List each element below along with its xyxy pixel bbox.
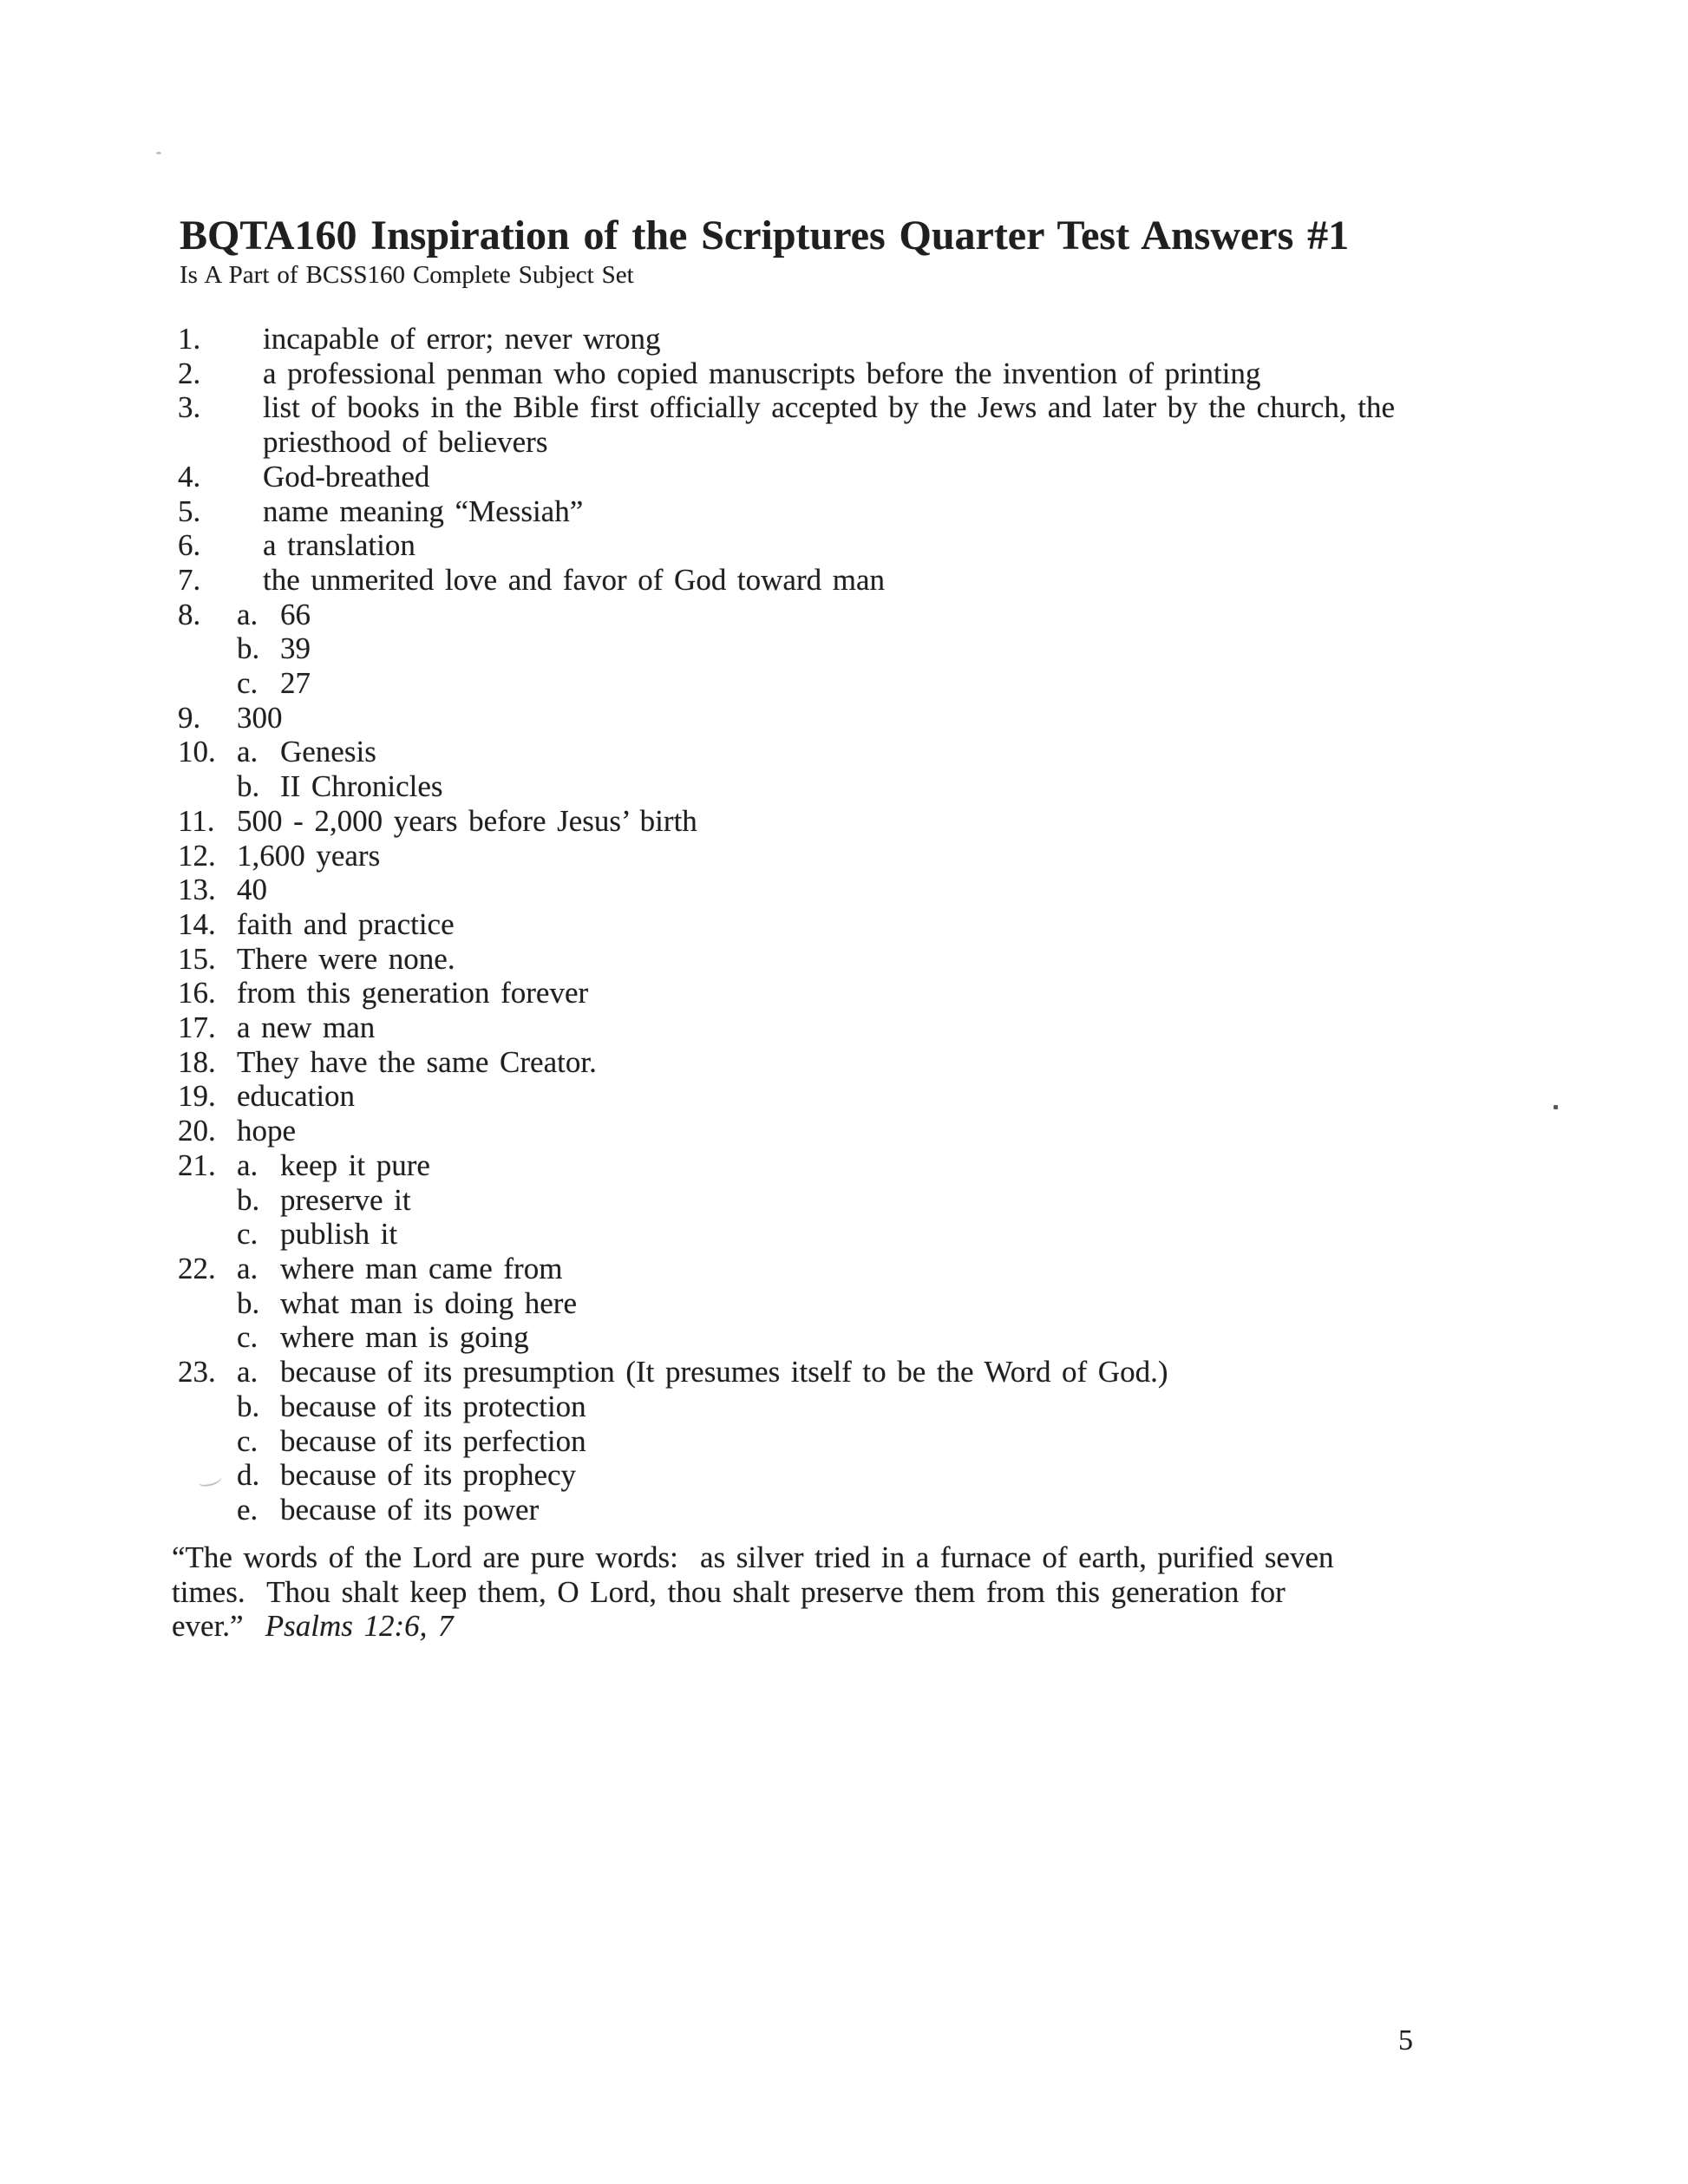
answer-text: because of its presumption (It presumes itself to be the Word of God.) bbox=[280, 1355, 1168, 1390]
answer-text: a translation bbox=[263, 528, 415, 563]
answer-subletter: b. bbox=[237, 1182, 260, 1217]
answer-text: 66 bbox=[280, 597, 311, 631]
answer-text: Genesis bbox=[280, 735, 376, 769]
document-header bbox=[180, 213, 1349, 290]
answer-text: faith and practice bbox=[237, 906, 455, 941]
page-number: 5 bbox=[1398, 2024, 1413, 2056]
answer-number: 6. bbox=[178, 528, 201, 563]
answer-text: preserve it bbox=[280, 1182, 411, 1217]
answer-number: 2. bbox=[178, 356, 201, 390]
answer-row bbox=[178, 528, 1583, 563]
answer-subletter: a. bbox=[237, 1148, 258, 1182]
answer-number: 22. bbox=[178, 1251, 216, 1285]
answer-row bbox=[178, 322, 1583, 356]
answer-text: because of its perfection bbox=[280, 1423, 586, 1458]
answer-row bbox=[178, 1010, 1583, 1045]
quote-line: “The words of the Lord are pure words: as silver tried in a furnace of earth, purified seven bbox=[172, 1540, 1334, 1574]
answer-number: 10. bbox=[178, 735, 216, 769]
answer-number: 15. bbox=[178, 941, 216, 976]
answer-subletter: d. bbox=[237, 1458, 260, 1493]
answer-text: 1,600 years bbox=[237, 838, 381, 873]
answer-subletter: b. bbox=[237, 1389, 260, 1423]
answer-text: because of its prophecy bbox=[280, 1458, 577, 1493]
answer-number: 20. bbox=[178, 1114, 216, 1148]
answer-text: incapable of error; never wrong bbox=[263, 322, 661, 356]
answer-number: 14. bbox=[178, 906, 216, 941]
quote-line: times. Thou shalt keep them, O Lord, thou shalt preserve them from this generation for bbox=[172, 1574, 1286, 1609]
answer-subletter: b. bbox=[237, 1285, 260, 1320]
scripture-reference: Psalms 12:6, 7 bbox=[265, 1609, 454, 1643]
answer-row bbox=[178, 907, 1583, 942]
answer-subletter: c. bbox=[237, 666, 258, 701]
answer-number: 3. bbox=[178, 390, 201, 425]
answer-row bbox=[178, 631, 1583, 666]
answer-row bbox=[178, 769, 1583, 804]
answer-text: where man is going bbox=[280, 1320, 529, 1355]
answer-number: 5. bbox=[178, 494, 201, 528]
answer-subletter: a. bbox=[237, 1355, 258, 1390]
answer-row bbox=[178, 598, 1583, 632]
scripture-quote bbox=[172, 1540, 1473, 1644]
scan-speck bbox=[156, 152, 161, 154]
answer-number: 13. bbox=[178, 873, 216, 907]
answer-row bbox=[178, 701, 1583, 736]
answer-row bbox=[178, 1424, 1583, 1459]
answer-text: keep it pure bbox=[280, 1148, 430, 1182]
answer-row bbox=[178, 1458, 1583, 1493]
answer-text: where man came from bbox=[280, 1251, 563, 1285]
answer-text: a professional penman who copied manuscripts before the invention of printing bbox=[263, 356, 1261, 390]
answer-text: education bbox=[237, 1079, 356, 1114]
answer-number: 16. bbox=[178, 976, 216, 1010]
answer-number: 7. bbox=[178, 562, 201, 597]
answer-row bbox=[178, 942, 1583, 977]
answer-row bbox=[178, 804, 1583, 839]
answers-list bbox=[178, 322, 1583, 1527]
answer-row bbox=[178, 1183, 1583, 1218]
answer-text: because of its protection bbox=[280, 1389, 586, 1423]
answer-text: what man is doing here bbox=[280, 1285, 577, 1320]
answer-subletter: a. bbox=[237, 735, 258, 769]
answer-row bbox=[178, 976, 1583, 1010]
answer-subletter: c. bbox=[237, 1217, 258, 1252]
answer-text: because of its power bbox=[280, 1492, 540, 1527]
answer-row bbox=[178, 1493, 1583, 1527]
answer-text: God-breathed bbox=[263, 459, 430, 494]
answer-row bbox=[178, 563, 1583, 598]
answer-row bbox=[178, 390, 1583, 425]
document-subtitle: Is A Part of BCSS160 Complete Subject Set bbox=[180, 261, 634, 289]
quote-line-lead: ever.” bbox=[172, 1609, 265, 1643]
answer-text: the unmerited love and favor of God toward man bbox=[263, 562, 885, 597]
answer-subletter: e. bbox=[237, 1492, 258, 1527]
answer-number: 18. bbox=[178, 1044, 216, 1079]
answer-number: 4. bbox=[178, 459, 201, 494]
answer-text: name meaning “Messiah” bbox=[263, 494, 584, 528]
answer-row bbox=[178, 666, 1583, 701]
answer-row bbox=[178, 735, 1583, 769]
answer-text: They have the same Creator. bbox=[237, 1044, 597, 1079]
answer-number: 21. bbox=[178, 1148, 216, 1182]
answer-row bbox=[178, 1217, 1583, 1252]
answer-row bbox=[178, 1390, 1583, 1424]
answer-text: II Chronicles bbox=[280, 769, 443, 804]
answer-number: 8. bbox=[178, 597, 201, 631]
answer-row bbox=[178, 1079, 1583, 1114]
answer-row bbox=[178, 839, 1583, 873]
answer-text: priesthood of believers bbox=[263, 425, 548, 460]
answer-subletter: a. bbox=[237, 1251, 258, 1285]
answer-row bbox=[178, 356, 1583, 391]
answer-text: a new man bbox=[237, 1010, 376, 1045]
answer-row bbox=[178, 873, 1583, 907]
answer-number: 19. bbox=[178, 1079, 216, 1114]
scan-speck bbox=[1554, 1105, 1558, 1109]
answer-subletter: b. bbox=[237, 769, 260, 804]
answer-number: 23. bbox=[178, 1355, 216, 1390]
answer-text: 300 bbox=[237, 700, 283, 735]
answer-subletter: c. bbox=[237, 1320, 258, 1355]
answer-text: list of books in the Bible first officially accepted by the Jews and later by the church, the bbox=[263, 390, 1396, 425]
answer-subletter: a. bbox=[237, 597, 258, 631]
answer-row bbox=[178, 1355, 1583, 1390]
answer-row bbox=[178, 1114, 1583, 1148]
answer-row bbox=[178, 1148, 1583, 1183]
answer-text: hope bbox=[237, 1114, 297, 1148]
answer-number: 1. bbox=[178, 322, 201, 356]
answer-text: 39 bbox=[280, 631, 311, 666]
quote-line bbox=[172, 1609, 1473, 1644]
answer-row bbox=[178, 494, 1583, 529]
answer-text: 27 bbox=[280, 666, 311, 701]
answer-row bbox=[178, 1252, 1583, 1286]
answer-row bbox=[178, 1045, 1583, 1080]
answer-text: 40 bbox=[237, 873, 267, 907]
answer-row bbox=[178, 1320, 1583, 1355]
answer-text: from this generation forever bbox=[237, 976, 589, 1010]
answer-number: 11. bbox=[178, 803, 215, 838]
answer-text: 500 - 2,000 years before Jesus’ birth bbox=[237, 803, 697, 838]
answer-number: 9. bbox=[178, 700, 201, 735]
answer-number: 17. bbox=[178, 1010, 216, 1045]
document-title: BQTA160 Inspiration of the Scriptures Quarter Test Answers #1 bbox=[180, 213, 1350, 258]
answer-number: 12. bbox=[178, 838, 216, 873]
answer-row bbox=[178, 1286, 1583, 1321]
answer-subletter: c. bbox=[237, 1423, 258, 1458]
answer-subletter: b. bbox=[237, 631, 260, 666]
answer-text: There were none. bbox=[237, 941, 455, 976]
answer-row bbox=[178, 425, 1583, 460]
answer-row bbox=[178, 460, 1583, 494]
answer-text: publish it bbox=[280, 1217, 398, 1252]
